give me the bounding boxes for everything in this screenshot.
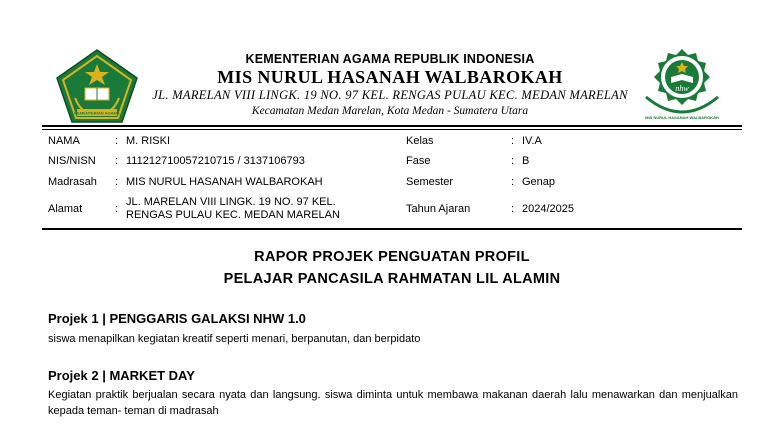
school-address: JL. MARELAN VIII LINGK. 19 NO. 97 KEL. RENGAS PULAU KEC. MEDAN MARELAN: [152, 88, 628, 102]
madrasah-separator: :: [115, 176, 119, 188]
alamat-label: Alamat: [48, 203, 83, 215]
alamat-line1: JL. MARELAN VIII LINGK. 19 NO. 97 KEL.: [126, 196, 336, 208]
nama-separator: :: [115, 135, 119, 147]
nisn-value: 111212710057210715 / 3137106793: [126, 155, 305, 167]
nama-label: NAMA: [48, 135, 80, 147]
svg-text:MIS NURUL HASANAH WALBAROKAH: MIS NURUL HASANAH WALBAROKAH: [645, 115, 719, 120]
info-rule: [42, 228, 742, 230]
kelas-separator: :: [511, 135, 515, 147]
report-title-line1: RAPOR PROJEK PENGUATAN PROFIL: [254, 249, 530, 265]
fase-label: Fase: [406, 155, 431, 167]
report-title-line2: PELAJAR PANCASILA RAHMATAN LIL ALAMIN: [223, 271, 561, 287]
semester-value: Genap: [522, 176, 556, 188]
alamat-line2: RENGAS PULAU KEC. MEDAN MARELAN: [126, 209, 340, 221]
madrasah-value: MIS NURUL HASANAH WALBAROKAH: [126, 176, 323, 188]
nisn-separator: :: [115, 155, 119, 167]
header-rule-thick: [42, 125, 742, 127]
kelas-label: Kelas: [406, 135, 434, 147]
nama-value: M. RISKI: [126, 135, 171, 147]
kemenag-logo: [55, 48, 139, 124]
ministry-heading: KEMENTERIAN AGAMA REPUBLIK INDONESIA: [245, 52, 535, 66]
svg-text:KEMENTERIAN AGAMA: KEMENTERIAN AGAMA: [74, 110, 120, 116]
fase-value: B: [522, 155, 530, 167]
semester-label: Semester: [406, 176, 454, 188]
svg-text:nhw: nhw: [675, 84, 689, 93]
tahun-ajaran-separator: :: [511, 203, 515, 215]
tahun-ajaran-value: 2024/2025: [522, 203, 574, 215]
school-logo: [638, 47, 726, 123]
project-2-description: Kegiatan praktik berjualan secara nyata dan langsung. siswa diminta untuk membawa makanan daerah lalu menawarkan dan menjualkan kepada teman- teman di madrasah: [48, 389, 738, 417]
nisn-label: NIS/NISN: [48, 155, 96, 167]
header-rule-thin: [42, 129, 742, 130]
madrasah-label: Madrasah: [48, 176, 97, 188]
semester-separator: :: [511, 176, 515, 188]
project-2-title: Projek 2 | MARKET DAY: [48, 368, 195, 383]
school-district: Kecamatan Medan Marelan, Kota Medan - Sumatera Utara: [251, 105, 529, 117]
kelas-value: IV.A: [522, 135, 542, 147]
fase-separator: :: [511, 155, 515, 167]
tahun-ajaran-label: Tahun Ajaran: [406, 203, 471, 215]
project-1-description: siswa menapilkan kegiatan kreatif seperti menari, berpanutan, dan berpidato: [48, 333, 421, 345]
alamat-separator: :: [115, 203, 119, 215]
school-name: MIS NURUL HASANAH WALBAROKAH: [217, 67, 563, 87]
project-1-title: Projek 1 | PENGGARIS GALAKSI NHW 1.0: [48, 311, 306, 326]
